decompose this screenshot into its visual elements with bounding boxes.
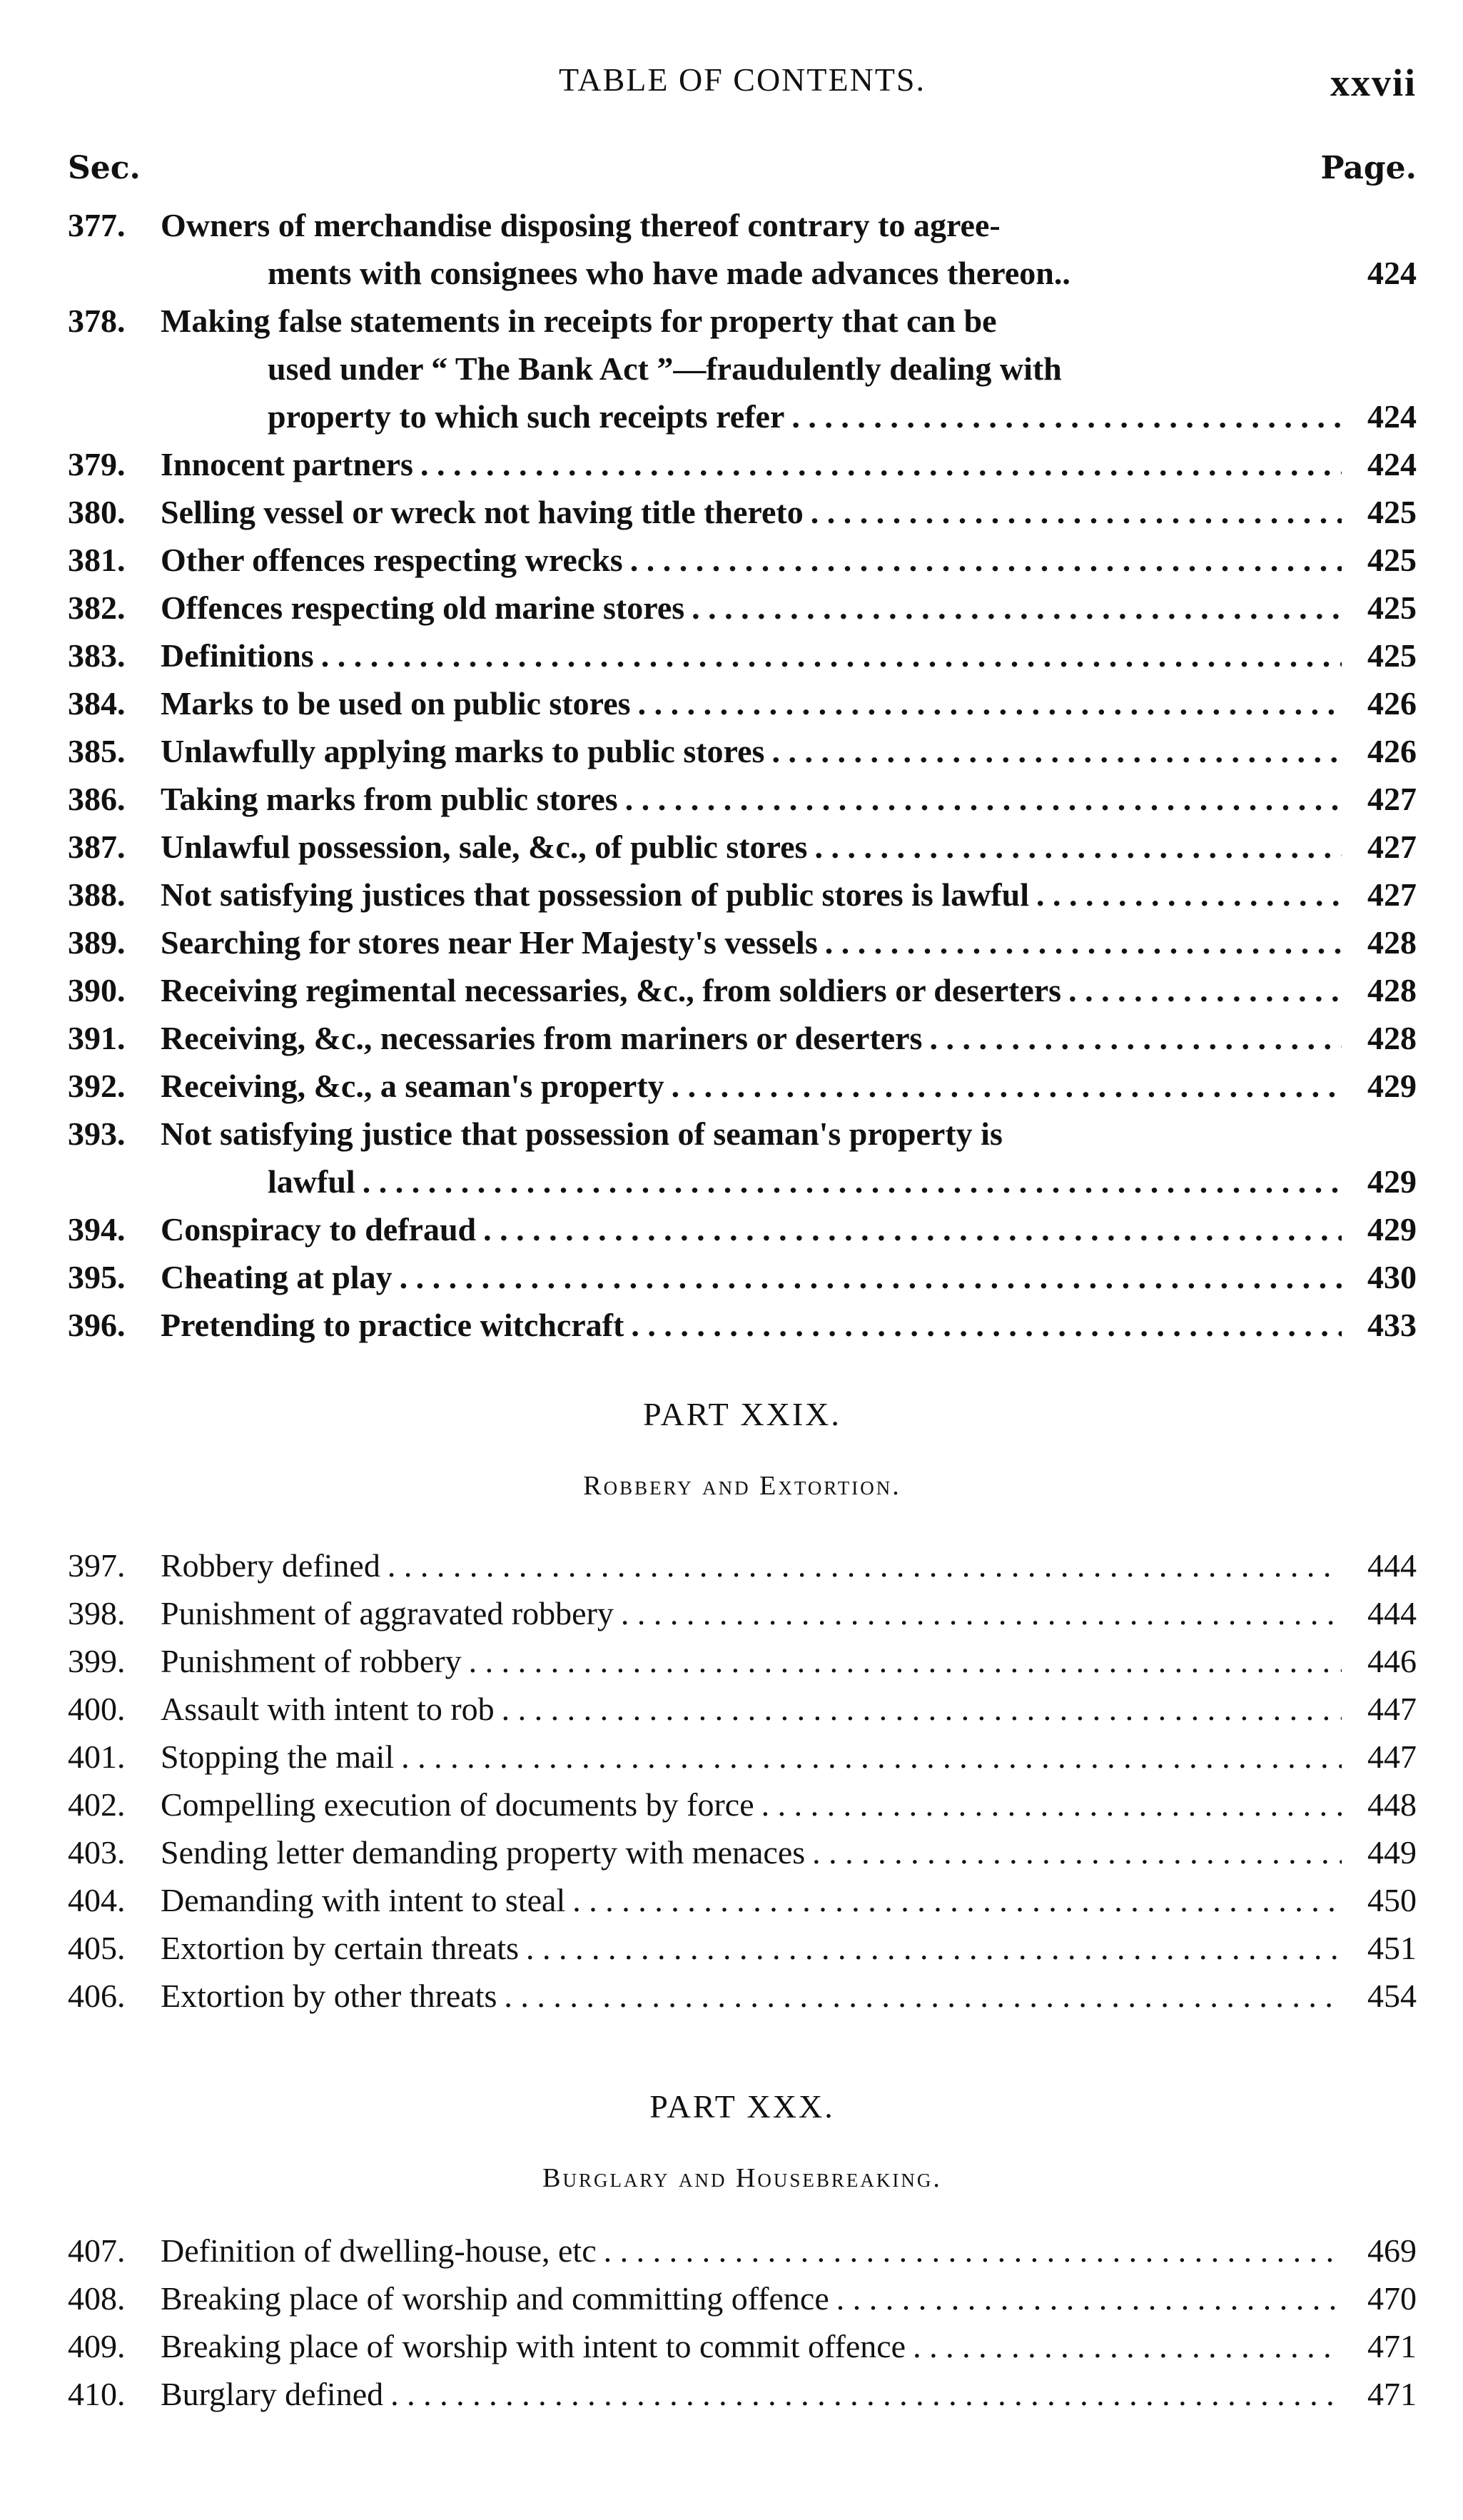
section-number: 392. <box>68 1068 126 1104</box>
section-number: 389. <box>68 924 126 961</box>
dot-leader <box>400 1253 1342 1301</box>
toc-entry <box>68 1972 1417 2020</box>
entry-title: Burglary defined <box>161 2376 384 2412</box>
section-number: 400. <box>68 1691 126 1727</box>
page-ref: 424 <box>1367 255 1417 291</box>
entry-title: Unlawful possession, sale, &c., of public stores <box>161 829 808 865</box>
toc-entry <box>68 584 1417 632</box>
section-number: 406. <box>68 1978 126 2014</box>
toc-entry <box>68 727 1417 775</box>
entry-title: Breaking place of worship with intent to commit offence <box>161 2328 906 2364</box>
dot-leader <box>625 775 1342 823</box>
dot-leader <box>672 1062 1342 1110</box>
entry-title: Cheating at play <box>161 1259 393 1295</box>
section-number: 402. <box>68 1786 126 1823</box>
entry-title: Innocent partners <box>161 446 413 482</box>
toc-list-part-28 <box>68 201 1417 1349</box>
entry-title: Unlawfully applying marks to public stores <box>161 733 765 769</box>
toc-entry <box>68 919 1417 966</box>
page-number: xxvii <box>1330 61 1417 104</box>
toc-entry <box>68 1733 1417 1781</box>
toc-entry <box>68 1828 1417 1876</box>
dot-leader <box>526 1924 1342 1972</box>
section-number: 403. <box>68 1834 126 1871</box>
section-number: 393. <box>68 1115 126 1152</box>
page-ref: 449 <box>1367 1834 1417 1871</box>
page-ref: 446 <box>1367 1643 1417 1679</box>
section-number: 401. <box>68 1739 126 1775</box>
toc-entry <box>68 1110 1417 1205</box>
dot-leader <box>502 1685 1342 1733</box>
entry-title: Punishment of robbery <box>161 1643 462 1679</box>
page-ref: 451 <box>1367 1930 1417 1966</box>
page-ref: 471 <box>1367 2328 1417 2364</box>
dot-leader <box>321 632 1342 679</box>
entry-title: Conspiracy to defraud <box>161 1211 477 1248</box>
page-ref: 470 <box>1367 2280 1417 2317</box>
document-page <box>68 0 1417 2520</box>
part-29-subheading: Robbery and Extortion. <box>583 1471 901 1501</box>
section-number: 410. <box>68 2376 126 2412</box>
toc-entry <box>68 966 1417 1014</box>
part-30-subheading: Burglary and Housebreaking. <box>542 2163 942 2193</box>
dot-leader <box>761 1781 1342 1828</box>
entry-title: Sending letter demanding property with menaces <box>161 1834 806 1871</box>
page-column-label: Page. <box>1320 150 1417 186</box>
toc-entry <box>68 297 1417 440</box>
dot-leader <box>811 488 1342 536</box>
entry-title: Receiving, &c., a seaman's property <box>161 1068 664 1104</box>
page-ref: 425 <box>1367 589 1417 626</box>
entry-title: Making false statements in receipts for property that can be <box>161 303 997 339</box>
entry-title: ments with consignees who have made advances thereon.. <box>268 255 1070 291</box>
toc-entry <box>68 871 1417 919</box>
entry-title: Stopping the mail <box>161 1739 395 1775</box>
page-ref: 425 <box>1367 637 1417 674</box>
toc-entry <box>68 536 1417 584</box>
toc-entry <box>68 201 1417 297</box>
toc-entry <box>68 1014 1417 1062</box>
dot-leader <box>388 1542 1342 1589</box>
dot-leader <box>692 584 1342 632</box>
page-ref: 425 <box>1367 494 1417 530</box>
section-number: 385. <box>68 733 126 769</box>
dot-leader <box>572 1876 1342 1924</box>
toc-list-part-30 <box>68 2227 1417 2418</box>
entry-title: Taking marks from public stores <box>161 781 618 817</box>
entry-title: Receiving, &c., necessaries from mariners or deserters <box>161 1020 923 1056</box>
dot-leader <box>631 1301 1342 1349</box>
toc-entry <box>68 1062 1417 1110</box>
toc-entry <box>68 1781 1417 1828</box>
page-ref: 426 <box>1367 733 1417 769</box>
section-number: 378. <box>68 303 126 339</box>
dot-leader <box>791 393 1342 440</box>
section-number: 394. <box>68 1211 126 1248</box>
entry-title: Other offences respecting wrecks <box>161 542 623 578</box>
section-number: 380. <box>68 494 126 530</box>
section-number: 391. <box>68 1020 126 1056</box>
section-number: 381. <box>68 542 126 578</box>
toc-entry <box>68 2322 1417 2370</box>
page-ref: 471 <box>1367 2376 1417 2412</box>
page-ref: 428 <box>1367 924 1417 961</box>
entry-title: Extortion by certain threats <box>161 1930 520 1966</box>
toc-entry <box>68 1924 1417 1972</box>
toc-entry <box>68 1876 1417 1924</box>
toc-entry <box>68 632 1417 679</box>
page-ref: 444 <box>1367 1547 1417 1584</box>
page-ref: 469 <box>1367 2232 1417 2269</box>
toc-entry <box>68 2227 1417 2274</box>
entry-title: Marks to be used on public stores <box>161 685 631 722</box>
entry-title: Assault with intent to rob <box>161 1691 495 1727</box>
toc-list-part-29 <box>68 1542 1417 2020</box>
dot-leader <box>401 1733 1342 1781</box>
section-number: 399. <box>68 1643 126 1679</box>
dot-leader <box>814 823 1342 871</box>
page-ref: 430 <box>1367 1259 1417 1295</box>
page-ref: 427 <box>1367 829 1417 865</box>
page-ref: 424 <box>1367 446 1417 482</box>
toc-entry <box>68 1205 1417 1253</box>
section-number: 405. <box>68 1930 126 1966</box>
running-head <box>68 61 1417 111</box>
section-number: 407. <box>68 2232 126 2269</box>
entry-title: Owners of merchandise disposing thereof contrary to agree- <box>161 207 1001 243</box>
dot-leader <box>604 2227 1342 2274</box>
running-title: TABLE OF CONTENTS. <box>558 61 926 98</box>
page-ref: 454 <box>1367 1978 1417 2014</box>
entry-title: property to which such receipts refer <box>268 398 785 435</box>
column-labels <box>68 150 1417 193</box>
toc-entry <box>68 1542 1417 1589</box>
toc-entry <box>68 1589 1417 1637</box>
toc-entry <box>68 488 1417 536</box>
entry-title: Not satisfying justice that possession of seaman's property is <box>161 1115 1003 1152</box>
toc-entry <box>68 1685 1417 1733</box>
dot-leader <box>469 1637 1342 1685</box>
toc-entry <box>68 2370 1417 2418</box>
toc-entry <box>68 2274 1417 2322</box>
toc-entry <box>68 440 1417 488</box>
dot-leader <box>638 679 1342 727</box>
section-number: 398. <box>68 1595 126 1631</box>
section-number: 384. <box>68 685 126 722</box>
entry-title: Punishment of aggravated robbery <box>161 1595 614 1631</box>
dot-leader <box>504 1972 1342 2020</box>
entry-title: Receiving regimental necessaries, &c., from soldiers or deserters <box>161 972 1062 1008</box>
entry-title: Searching for stores near Her Majesty's vessels <box>161 924 818 961</box>
section-number: 387. <box>68 829 126 865</box>
dot-leader <box>363 1158 1342 1205</box>
page-ref: 426 <box>1367 685 1417 722</box>
page-ref: 429 <box>1367 1211 1417 1248</box>
section-number: 397. <box>68 1547 126 1584</box>
dot-leader <box>771 727 1342 775</box>
entry-title: Extortion by other threats <box>161 1978 497 2014</box>
entry-title: Offences respecting old marine stores <box>161 589 685 626</box>
section-number: 377. <box>68 207 126 243</box>
page-ref: 448 <box>1367 1786 1417 1823</box>
section-number: 379. <box>68 446 126 482</box>
toc-entry <box>68 775 1417 823</box>
page-ref: 427 <box>1367 876 1417 913</box>
dot-leader <box>825 919 1342 966</box>
section-number: 386. <box>68 781 126 817</box>
page-ref: 424 <box>1367 398 1417 435</box>
dot-leader <box>420 440 1342 488</box>
page-ref: 429 <box>1367 1163 1417 1200</box>
page-ref: 447 <box>1367 1691 1417 1727</box>
section-number: 396. <box>68 1307 126 1343</box>
section-number: 395. <box>68 1259 126 1295</box>
part-30-heading: PART XXX. <box>649 2088 835 2125</box>
entry-title: Pretending to practice witchcraft <box>161 1307 624 1343</box>
sec-column-label: Sec. <box>68 150 141 186</box>
dot-leader <box>630 536 1342 584</box>
toc-entry <box>68 1301 1417 1349</box>
section-number: 408. <box>68 2280 126 2317</box>
page-ref: 427 <box>1367 781 1417 817</box>
toc-entry <box>68 823 1417 871</box>
dot-leader <box>913 2322 1342 2370</box>
dot-leader <box>483 1205 1342 1253</box>
part-29-heading: PART XXIX. <box>643 1396 841 1432</box>
dot-leader <box>390 2370 1342 2418</box>
entry-title: Definitions <box>161 637 314 674</box>
entry-title: Breaking place of worship and committing offence <box>161 2280 829 2317</box>
section-number: 382. <box>68 589 126 626</box>
entry-title: Compelling execution of documents by force <box>161 1786 754 1823</box>
entry-title: Robbery defined <box>161 1547 380 1584</box>
dot-leader <box>1068 966 1342 1014</box>
page-ref: 425 <box>1367 542 1417 578</box>
page-ref: 447 <box>1367 1739 1417 1775</box>
dot-leader <box>621 1589 1342 1637</box>
entry-title: Selling vessel or wreck not having title thereto <box>161 494 804 530</box>
entry-title: Not satisfying justices that possession of public stores is lawful <box>161 876 1029 913</box>
dot-leader <box>836 2274 1342 2322</box>
section-number: 388. <box>68 876 126 913</box>
entry-title: used under “ The Bank Act ”—fraudulently dealing with <box>268 350 1062 387</box>
dot-leader <box>812 1828 1342 1876</box>
section-number: 383. <box>68 637 126 674</box>
toc-entry <box>68 679 1417 727</box>
page-ref: 433 <box>1367 1307 1417 1343</box>
section-number: 409. <box>68 2328 126 2364</box>
section-number: 390. <box>68 972 126 1008</box>
entry-title: Definition of dwelling-house, etc <box>161 2232 597 2269</box>
entry-title: lawful <box>268 1163 355 1200</box>
section-number: 404. <box>68 1882 126 1918</box>
toc-entry <box>68 1637 1417 1685</box>
entry-title: Demanding with intent to steal <box>161 1882 566 1918</box>
dot-leader <box>929 1014 1342 1062</box>
page-ref: 428 <box>1367 972 1417 1008</box>
toc-entry <box>68 1253 1417 1301</box>
page-ref: 428 <box>1367 1020 1417 1056</box>
dot-leader <box>1036 871 1342 919</box>
page-ref: 429 <box>1367 1068 1417 1104</box>
page-ref: 444 <box>1367 1595 1417 1631</box>
page-ref: 450 <box>1367 1882 1417 1918</box>
